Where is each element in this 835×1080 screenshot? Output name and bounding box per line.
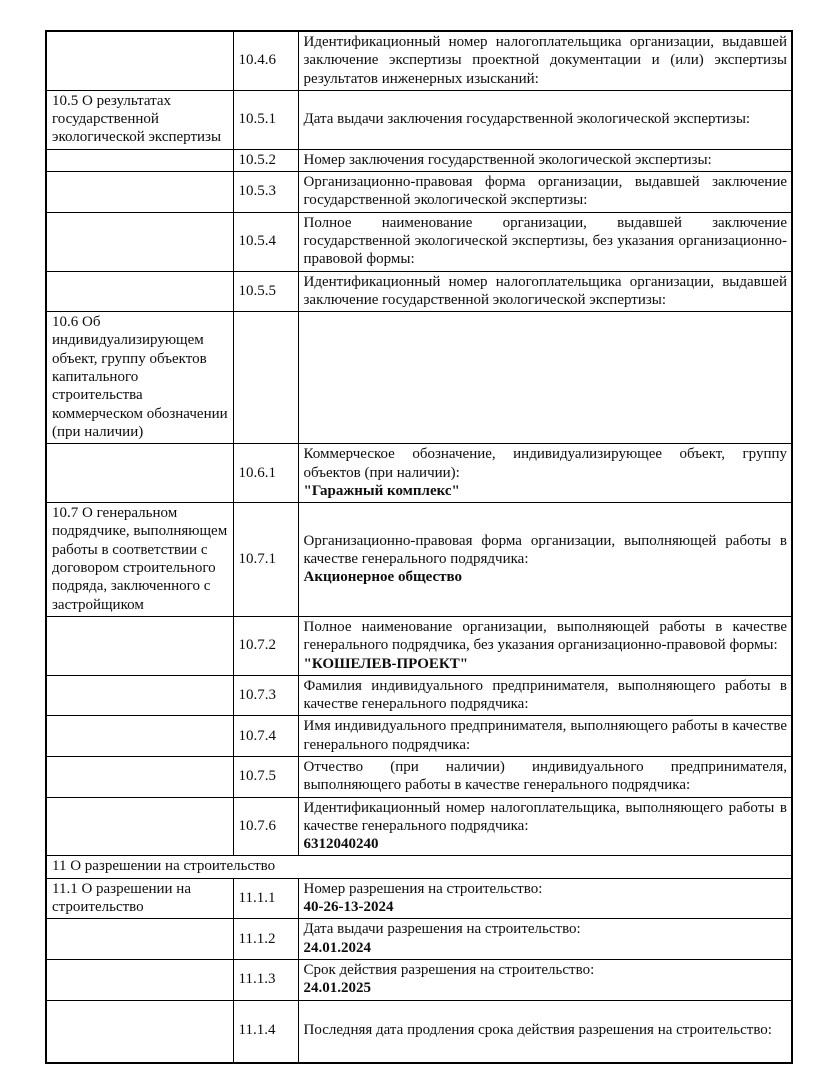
item-code-cell: 10.5.2 [233,149,298,171]
item-content-cell [298,503,792,617]
section-label-cell: 10.5 О результатах государственной экологической экспертизы [46,90,233,149]
field-label: Полное наименование организации, выдавшей заключение государственной экологической экспертизы, без указания организационно-правовой формы: [303,214,787,268]
item-code-cell: 10.7.6 [233,797,298,856]
table-row [46,756,792,797]
field-label: Номер заключения государственной экологической экспертизы: [303,151,712,168]
table-row [46,503,792,617]
table-row [46,172,792,213]
field-label: Последняя дата продления срока действия разрешения на строительство: [303,1022,772,1039]
field-label: Идентификационный номер налогоплательщика организации, выдавшей заключение государственной экологической экспертизы: [303,273,787,308]
field-value: 6312040240 [303,836,379,853]
field-label: Дата выдачи заключения государственной экологической экспертизы: [303,111,751,128]
item-code-cell: 11.1.3 [233,959,298,1000]
table-row [46,212,792,271]
section-label-cell [46,271,233,312]
section-label-cell: 10.6 Об индивидуализирующем объект, группу объектов капитального строительства коммерческом обозначении (при наличии) [46,312,233,444]
item-code-cell: 10.5.4 [233,212,298,271]
item-code-cell: 10.5.1 [233,90,298,149]
item-content-cell [298,959,792,1000]
section-label-cell [46,716,233,757]
declaration-table [45,30,793,1064]
table-row [46,878,792,919]
section-heading: 11 О разрешении на строительство [46,856,792,878]
item-code-cell: 10.7.1 [233,503,298,617]
table-row [46,1000,792,1063]
section-label-cell: 10.7 О генеральном подрядчике, выполняющем работы в соответствии с договором строительного подряда, заключенного с застройщиком [46,503,233,617]
section-label-cell [46,212,233,271]
section-label-cell [46,616,233,675]
field-value: Акционерное общество [303,569,462,586]
section-label-cell [46,959,233,1000]
item-code-cell: 10.4.6 [233,31,298,90]
field-label: Дата выдачи разрешения на строительство: [303,921,581,938]
field-label: Фамилия индивидуального предпринимателя, выполняющего работы в качестве генерального подрядчика: [303,677,787,713]
field-label: Срок действия разрешения на строительство: [303,961,595,978]
section-label-cell [46,172,233,213]
table-row [46,675,792,716]
item-content-cell [298,919,792,960]
item-content-cell [298,31,792,90]
table-row [46,919,792,960]
item-code-cell: 10.5.5 [233,271,298,312]
field-value: 40-26-13-2024 [303,899,394,916]
table-row [46,444,792,503]
table-row [46,31,792,90]
table-row [46,312,792,444]
table-row [46,616,792,675]
table-row [46,271,792,312]
item-content-cell [298,797,792,856]
field-value: 24.01.2025 [303,980,371,997]
section-label-cell [46,919,233,960]
item-code-cell [233,312,298,444]
section-label-cell [46,1000,233,1063]
item-code-cell: 10.5.3 [233,172,298,213]
section-label-cell [46,31,233,90]
item-content-cell [298,616,792,675]
section-label-cell [46,797,233,856]
field-label: Имя индивидуального предпринимателя, выполняющего работы в качестве генерального подрядчика: [303,718,787,753]
section-label-cell [46,756,233,797]
item-content-cell [298,1000,792,1063]
table-body [46,31,792,1063]
item-code-cell: 10.7.2 [233,616,298,675]
item-code-cell: 10.7.5 [233,756,298,797]
item-content-cell [298,212,792,271]
table-row [46,716,792,757]
item-content-cell [298,271,792,312]
section-label-cell: 11.1 О разрешении на строительство [46,878,233,919]
field-label: Организационно-правовая форма организации, выдавшей заключение государственной экологической экспертизы: [303,174,787,209]
table-row [46,90,792,149]
section-label-cell [46,149,233,171]
item-code-cell: 11.1.2 [233,919,298,960]
item-content-cell [298,90,792,149]
field-label: Идентификационный номер налогоплательщика, выполняющего работы в качестве генерального подрядчика: [303,799,787,834]
field-label: Полное наименование организации, выполняющей работы в качестве генерального подрядчика, без указания организационно-правовой формы: [303,618,787,654]
field-value: 24.01.2024 [303,939,371,956]
item-content-cell [298,716,792,757]
field-value: "КОШЕЛЕВ-ПРОЕКТ" [303,655,469,672]
field-label: Номер разрешения на строительство: [303,880,543,897]
field-label: Организационно-правовая форма организации, выполняющей работы в качестве генерального подрядчика: [303,532,787,567]
table-row [46,149,792,171]
section-label-cell [46,444,233,503]
item-content-cell [298,675,792,716]
item-content-cell [298,756,792,797]
item-code-cell: 11.1.1 [233,878,298,919]
table-row [46,797,792,856]
section-label-cell [46,675,233,716]
item-content-cell [298,149,792,171]
item-code-cell: 10.6.1 [233,444,298,503]
field-label: Отчество (при наличии) индивидуального предпринимателя, выполняющего работы в качестве генерального подрядчика: [303,758,787,794]
field-label: Коммерческое обозначение, индивидуализирующее объект, группу объектов (при наличии): [303,446,787,481]
item-code-cell: 10.7.4 [233,716,298,757]
item-content-cell [298,312,792,444]
item-code-cell: 11.1.4 [233,1000,298,1063]
field-value: "Гаражный комплекс" [303,482,460,499]
item-content-cell [298,172,792,213]
item-content-cell [298,444,792,503]
item-code-cell: 10.7.3 [233,675,298,716]
field-label: Идентификационный номер налогоплательщика организации, выдавшей заключение экспертизы проектной документации и (или) экспертизы результатов инженерных изысканий: [303,34,787,87]
table-row [46,856,792,878]
table-row [46,959,792,1000]
item-content-cell [298,878,792,919]
